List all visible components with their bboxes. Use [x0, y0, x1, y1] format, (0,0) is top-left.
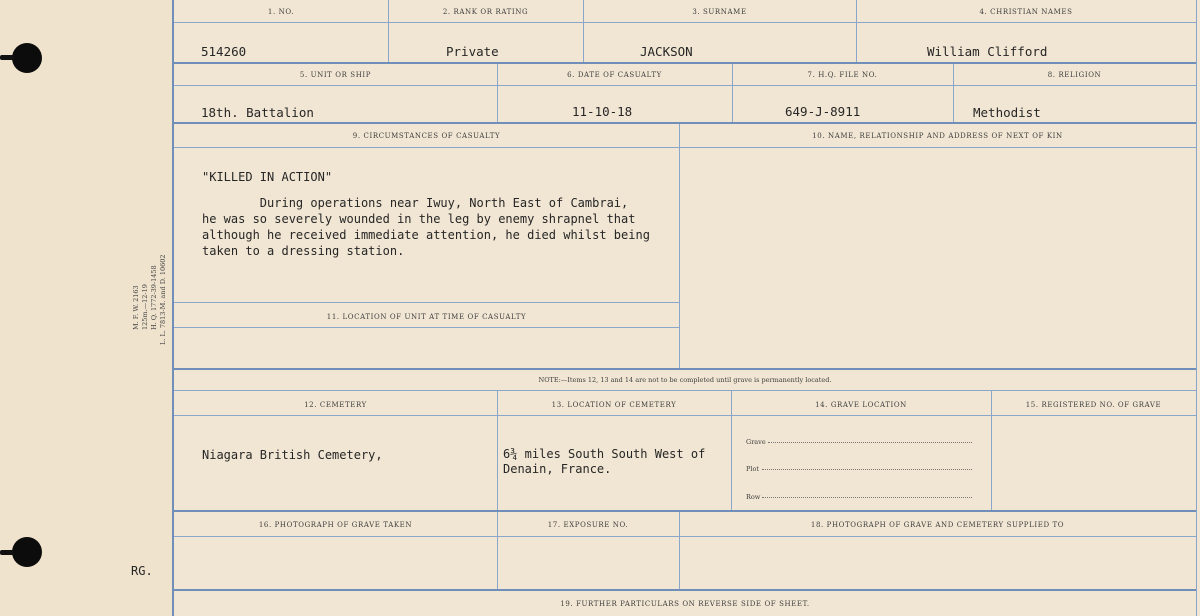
header-unit: 5. UNIT OR SHIP	[299, 71, 372, 79]
header-cemetery: 12. CEMETERY	[304, 401, 367, 409]
header-circumstances: 9. CIRCUMSTANCES OF CASUALTY	[352, 132, 501, 140]
cemetery-location-line1: 6¾ miles South South West of	[503, 447, 706, 461]
margin-code-1: M. F. W. 2163	[132, 285, 140, 330]
rank-value: Private	[446, 44, 499, 59]
rule	[174, 536, 1196, 537]
header-hq-file: 7. H.Q. FILE NO.	[807, 71, 878, 79]
header-exposure-no: 17. EXPOSURE NO.	[547, 521, 629, 529]
header-christian-names: 4. CHRISTIAN NAMES	[979, 8, 1073, 16]
rule	[174, 368, 1196, 370]
header-location-of-unit: 11. LOCATION OF UNIT AT TIME OF CASUALTY	[326, 313, 527, 321]
rule	[174, 62, 1196, 64]
circumstances-title: "KILLED IN ACTION"	[202, 170, 333, 184]
form-right-border	[1196, 0, 1197, 616]
christian-names-value: William Clifford	[927, 44, 1048, 59]
rule	[174, 327, 679, 328]
row-field-line	[762, 496, 972, 498]
circumstances-line: During operations near Iwuy, North East of Cambrai,	[202, 196, 629, 210]
rule	[174, 122, 1196, 124]
margin-code-4: L. L. 7813-M. and D. 10602	[159, 254, 167, 345]
rule	[174, 510, 1196, 512]
plot-field-label: Plot	[746, 465, 759, 473]
divider	[679, 124, 680, 368]
header-next-of-kin: 10. NAME, RELATIONSHIP AND ADDRESS OF NEXT OF KIN	[812, 132, 1063, 140]
header-number: 1. NO.	[267, 8, 295, 16]
rule	[174, 415, 1196, 416]
margin-code-2: 125m.—12-19	[141, 284, 149, 330]
header-date: 6. DATE OF CASUALTY	[567, 71, 662, 79]
circumstances-line: taken to a dressing station.	[202, 244, 405, 258]
footer-further-particulars: 19. FURTHER PARTICULARS ON REVERSE SIDE OF SHEET.	[560, 600, 810, 608]
binder-hole-bottom	[12, 537, 42, 567]
rule	[174, 147, 1196, 148]
header-grave-location: 14. GRAVE LOCATION	[815, 401, 907, 409]
unit-value: 18th. Battalion	[201, 105, 314, 120]
grave-field-label: Grave	[746, 438, 766, 446]
number-value: 514260	[201, 44, 247, 59]
rule	[174, 22, 1196, 23]
binder-peg-bottom	[0, 550, 14, 555]
plot-field-line	[762, 468, 972, 470]
header-registered-no: 15. REGISTERED NO. OF GRAVE	[1025, 401, 1162, 409]
rule	[174, 302, 679, 303]
header-rank: 2. RANK OR RATING	[442, 8, 529, 16]
note-text: NOTE:—Items 12, 13 and 14 are not to be completed until grave is permanently located.	[538, 376, 832, 384]
rule	[174, 390, 1196, 391]
grave-field-line	[768, 441, 972, 443]
date-value: 11-10-18	[572, 104, 633, 119]
header-surname: 3. SURNAME	[692, 8, 747, 16]
circumstances-line: he was so severely wounded in the leg by enemy shrapnel that	[202, 212, 636, 226]
hq-file-value: 649-J-8911	[785, 104, 861, 119]
header-religion: 8. RELIGION	[1047, 71, 1102, 79]
margin-code-3: H. Q. 1772-39-1458	[150, 265, 158, 330]
row-field-label: Row	[746, 493, 761, 501]
surname-value: JACKSON	[640, 44, 693, 59]
cemetery-value: Niagara British Cemetery,	[202, 448, 383, 462]
header-photograph-taken: 16. PHOTOGRAPH OF GRAVE TAKEN	[258, 521, 413, 529]
circumstances-line: although he received immediate attention, he died whilst being	[202, 228, 650, 242]
header-location-of-cemetery: 13. LOCATION OF CEMETERY	[551, 401, 677, 409]
rule	[174, 589, 1196, 591]
header-photograph-supplied: 18. PHOTOGRAPH OF GRAVE AND CEMETERY SUPPLIED TO	[810, 521, 1065, 529]
cemetery-location-line2: Denain, France.	[503, 462, 612, 476]
rule	[174, 85, 1196, 86]
religion-value: Methodist	[973, 105, 1041, 120]
rg-label: RG.	[131, 564, 153, 578]
binder-peg-top	[0, 55, 14, 60]
binder-hole-top	[12, 43, 42, 73]
